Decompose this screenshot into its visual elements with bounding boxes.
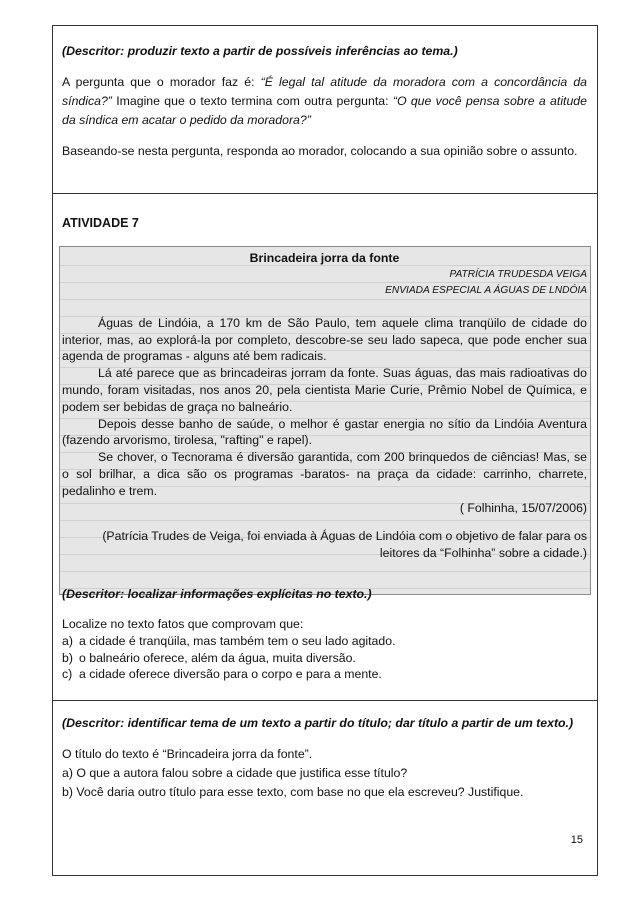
item-letter: a) <box>62 634 73 648</box>
question-b: b) Você daria outro título para esse texto, com base no que ela escreveu? Justifique. <box>62 785 524 799</box>
article-author: PATRÍCIA TRUDESDA VEIGA <box>449 268 587 280</box>
descriptor-inference: (Descritor: produzir texto a partir de possíveis inferências ao tema.) <box>62 44 458 58</box>
article-role: ENVIADA ESPECIAL A ÁGUAS DE LNDÓIA <box>385 284 587 296</box>
article-paragraph: Se chover, o Tecnorama é diversão garantida, com 200 brinquedos de ciências! Mas, se o sol brilhar, a dica são os programas -baratos- na praça da cidade: carrinho, charrete, pedalinho e trem. <box>62 450 587 498</box>
question-paragraph <box>62 73 587 130</box>
article-paragraph: Lá até parece que as brincadeiras jorram da fonte. Suas águas, das mais radioativas do mundo, foram visitadas, nos anos 20, pela cientista Marie Curie, Prêmio Nobel de Química, e podem ser bebidas de graça no balneário. <box>62 366 587 414</box>
item-letter: b) <box>62 650 73 665</box>
question-a: a) O que a autora falou sobre a cidade que justifica esse título? <box>62 766 408 780</box>
list-item <box>62 633 587 650</box>
question-intro: A pergunta que o morador faz é: <box>62 75 261 89</box>
title-statement: O título do texto é “Brincadeira jorra da fonte”. <box>62 747 313 761</box>
item-text: a cidade é tranqüila, mas também tem o seu lado agitado. <box>79 634 396 648</box>
item-text: a cidade oferece diversão para o corpo e para a mente. <box>79 667 382 681</box>
question-middle: Imagine que o texto termina com outra pergunta: <box>111 94 393 108</box>
task-list <box>62 633 587 683</box>
item-text: o balneário oferece, além da água, muita diversão. <box>79 650 356 665</box>
page-frame <box>52 25 598 876</box>
article-paragraph: Depois desse banho de saúde, o melhor é gastar energia no sítio da Lindóia Aventura (fazendo arvorismo, tirolesa, "rafting" e rapel). <box>62 416 587 448</box>
descriptor-title-theme: (Descritor: identificar tema de um texto a partir do título; dar título a partir de um texto.) <box>62 716 574 730</box>
section-inference <box>62 42 587 161</box>
article-box <box>59 246 591 595</box>
section-title-theme <box>62 714 587 802</box>
question-quote-1: “É legal tal atitude da moradora com a concordância da síndica?” <box>62 75 587 108</box>
section-divider <box>53 193 597 194</box>
section-divider <box>53 700 597 701</box>
page-number: 15 <box>570 834 583 846</box>
article-note: (Patrícia Trudes de Veiga, foi enviada à Águas de Lindóia com o objetivo de falar para os leitores da “Folhinha” sobre a cidade.) <box>102 529 587 561</box>
activity-title: ATIVIDADE 7 <box>62 216 139 230</box>
descriptor-explicit-info: (Descritor: localizar informações explícitas no texto.) <box>62 587 372 601</box>
article-paragraph: Águas de Lindóia, a 170 km de São Paulo, tem aquele clima tranqüilo de cidade do interior, mas, ao explorá-la por completo, descobre-se seu lado sapeca, que pode encher sua agenda de programas - alguns até bem radicais. <box>62 315 587 364</box>
task-prompt: Localize no texto fatos que comprovam que: <box>62 617 304 631</box>
section-explicit-info <box>62 585 587 683</box>
instruction-paragraph: Baseando-se nesta pergunta, responda ao morador, colocando a sua opinião sobre o assunto. <box>62 144 578 158</box>
item-letter: c) <box>62 667 73 681</box>
list-item <box>62 650 587 667</box>
list-item <box>62 666 587 683</box>
article-source: ( Folhinha, 15/07/2006) <box>459 500 587 515</box>
activity-heading <box>62 214 587 233</box>
question-quote-2: “O que você pensa sobre a atitude da síndica em acatar o pedido da moradora?” <box>62 94 587 127</box>
article-title: Brincadeira jorra da fonte <box>249 251 400 265</box>
